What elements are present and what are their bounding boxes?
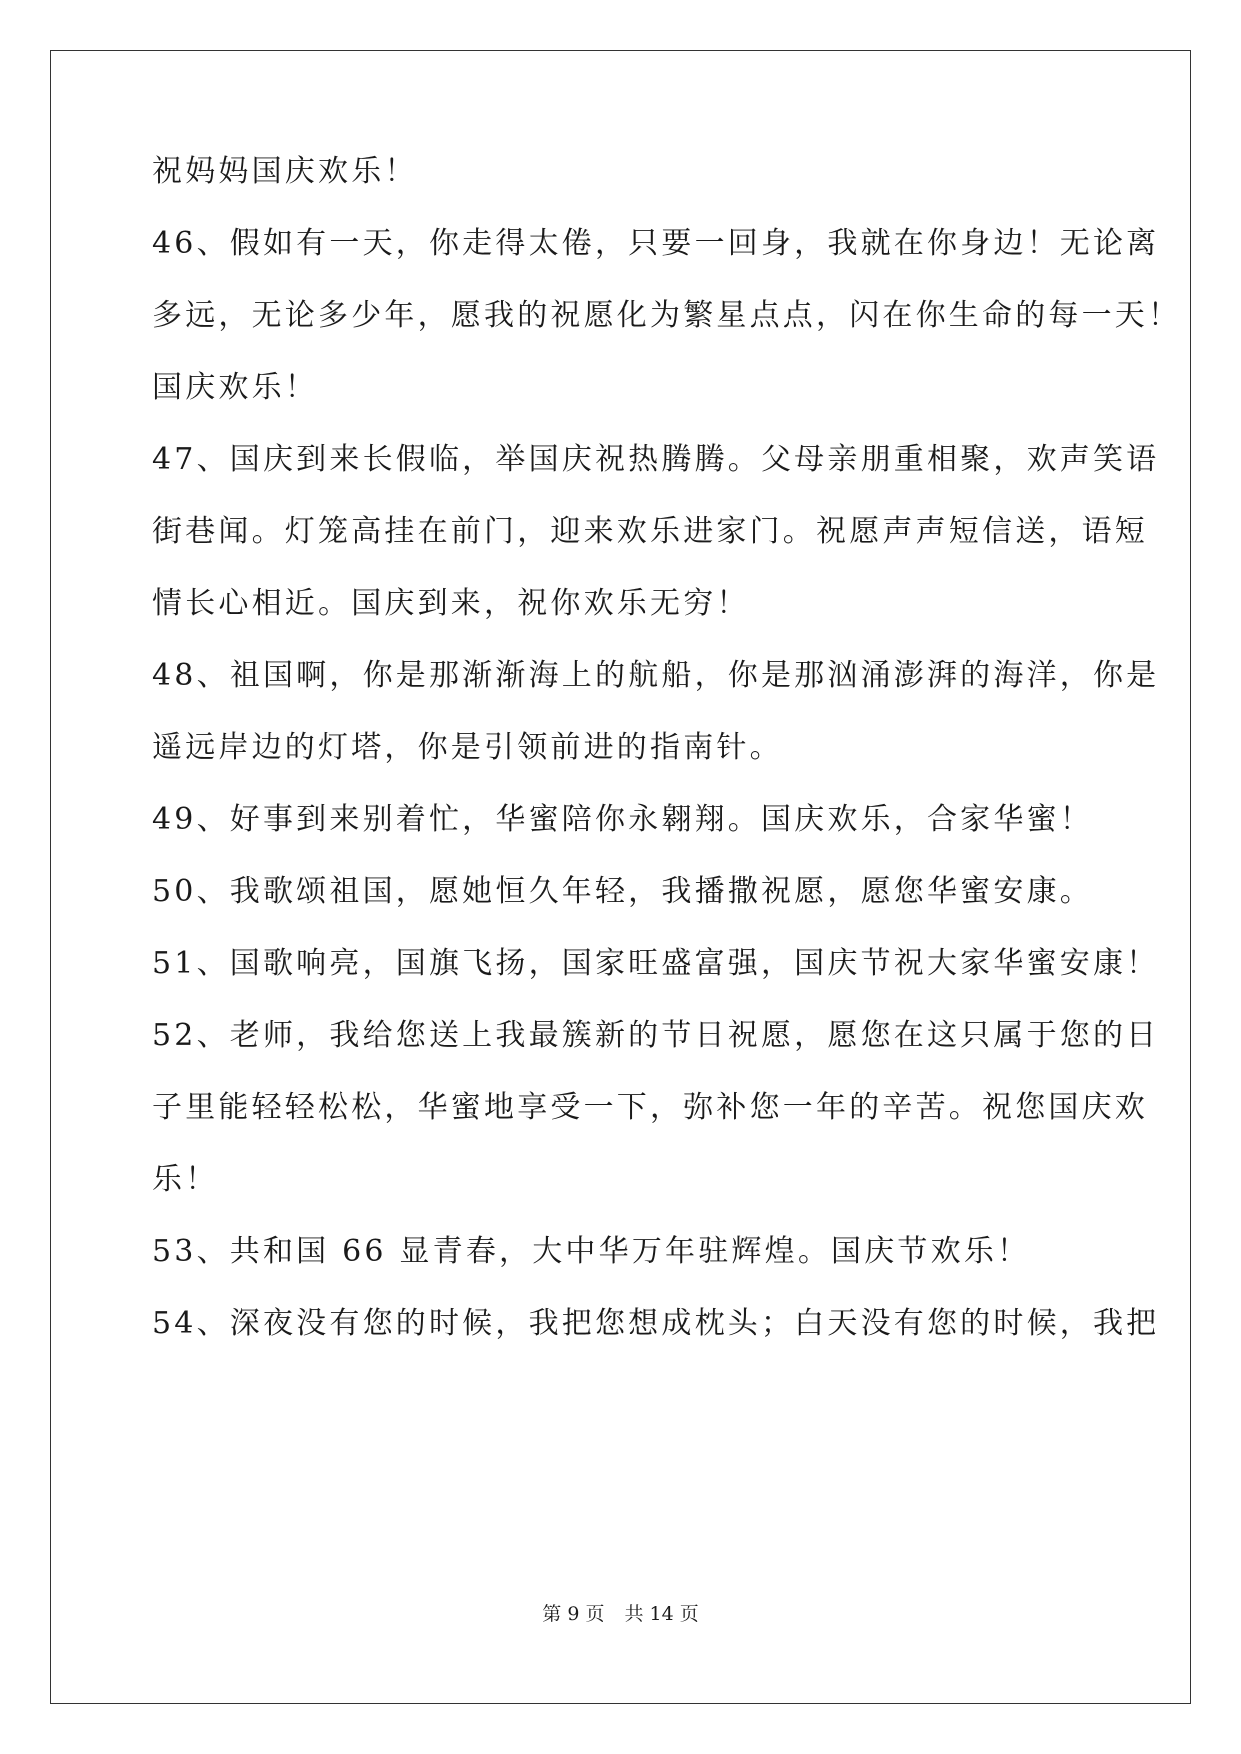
- text-line: 祝妈妈国庆欢乐！: [152, 154, 418, 189]
- text-line: 国庆欢乐！: [152, 370, 318, 405]
- text-line: 52、老师，我给您送上我最簇新的节日祝愿，愿您在这只属于您的日: [152, 1018, 1160, 1053]
- text-line: 乐！: [152, 1162, 219, 1197]
- text-line: 子里能轻轻松松，华蜜地享受一下，弥补您一年的辛苦。祝您国庆欢: [152, 1090, 1148, 1125]
- text-line: 50、我歌颂祖国，愿她恒久年轻，我播撒祝愿，愿您华蜜安康。: [152, 874, 1093, 909]
- text-line: 48、祖国啊，你是那渐渐海上的航船，你是那汹涌澎湃的海洋，你是: [152, 658, 1160, 693]
- page-footer: [0, 1602, 1241, 1626]
- text-line: 46、假如有一天，你走得太倦，只要一回身，我就在你身边！无论离: [152, 226, 1160, 261]
- text-line: 54、深夜没有您的时候，我把您想成枕头；白天没有您的时候，我把: [152, 1306, 1160, 1341]
- text-line: 多远，无论多少年，愿我的祝愿化为繁星点点，闪在你生命的每一天！: [152, 298, 1182, 333]
- text-line: 51、国歌响亮，国旗飞扬，国家旺盛富强，国庆节祝大家华蜜安康！: [152, 946, 1160, 981]
- page-total: 共 14 页: [624, 1603, 699, 1625]
- text-line: 街巷闻。灯笼高挂在前门，迎来欢乐进家门。祝愿声声短信送，语短: [152, 514, 1148, 549]
- text-line: 53、共和国 66 显青春，大中华万年驻辉煌。国庆节欢乐！: [152, 1234, 1031, 1269]
- page-number: 第 9 页: [542, 1603, 605, 1625]
- text-line: 47、国庆到来长假临，举国庆祝热腾腾。父母亲朋重相聚，欢声笑语: [152, 442, 1160, 477]
- text-line: 49、好事到来别着忙，华蜜陪你永翱翔。国庆欢乐，合家华蜜！: [152, 802, 1093, 837]
- text-line: 情长心相近。国庆到来，祝你欢乐无穷！: [152, 586, 750, 621]
- text-line: 遥远岸边的灯塔，你是引领前进的指南针。: [152, 730, 783, 765]
